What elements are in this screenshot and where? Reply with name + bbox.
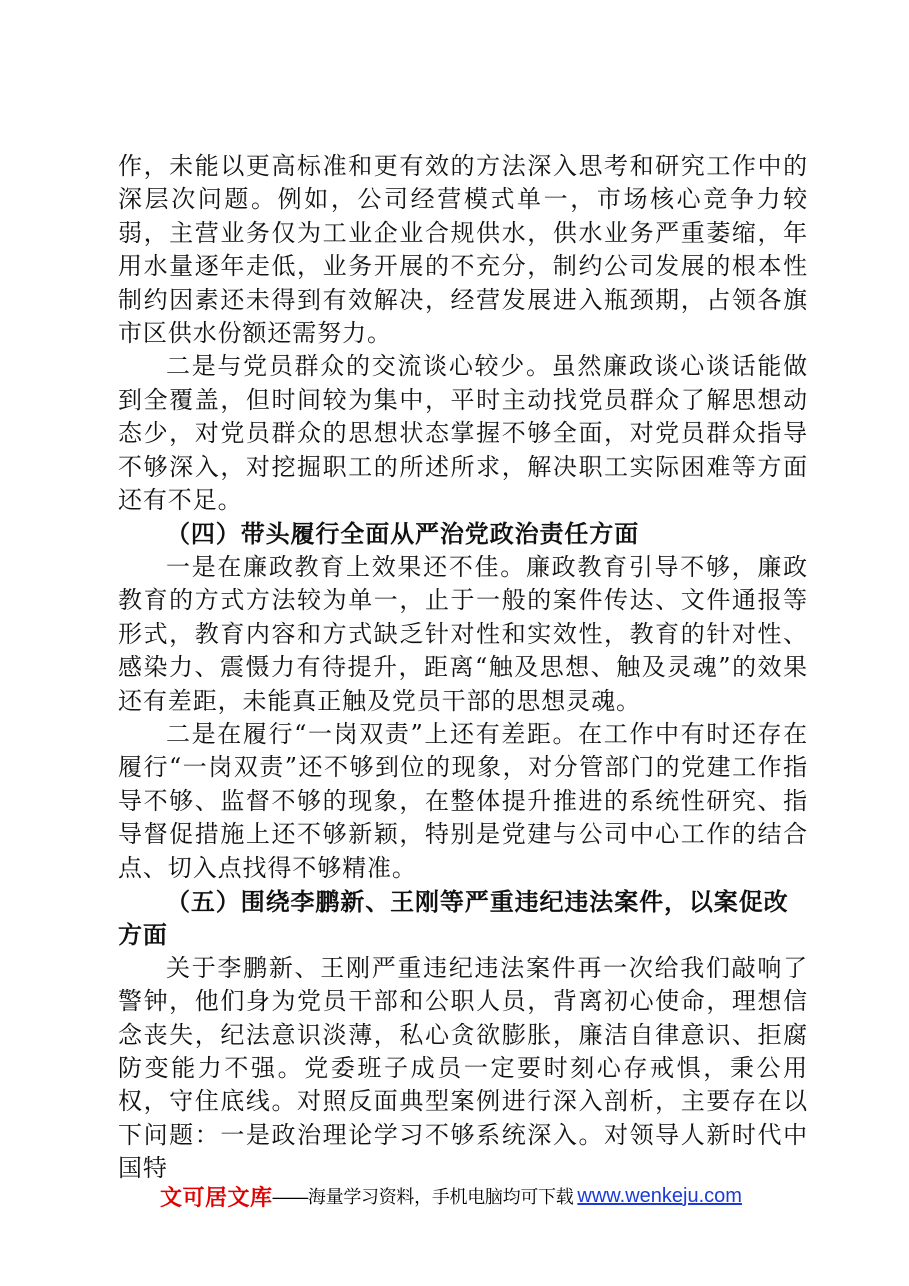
- paragraph-case-analysis: 关于李鹏新、王刚严重违纪违法案件再一次给我们敲响了警钟，他们身为党员干部和公职人员，背离初心使命，理想信念丧失，纪法意识淡薄，私心贪欲膨胀，廉洁自律意识、拒腐防变能力不强。党委班子成员一定要时刻心存戒惧，秉公用权，守住底线。对照反面典型案例进行深入剖析，主要存在以下问题：一是政治理论学习不够系统深入。对领导人新时代中国特: [118, 953, 808, 1183]
- paragraph-integrity-education: 一是在廉政教育上效果还不佳。廉政教育引导不够，廉政教育的方式方法较为单一，止于一般的案件传达、文件通报等形式，教育内容和方式缺乏针对性和实效性，教育的针对性、感染力、震慑力有待提升，距离“触及思想、触及灵魂”的效果还有差距，未能真正触及党员干部的思想灵魂。: [118, 552, 808, 715]
- footer-brand: 文可居文库: [160, 1184, 273, 1210]
- paragraph-communication: 二是与党员群众的交流谈心较少。虽然廉政谈心谈话能做到全覆盖，但时间较为集中，平时主动找党员群众了解思想动态少，对党员群众的思想状态掌握不够全面，对党员群众指导不够深入，对挖掘职工的所述所求，解决职工实际困难等方面还有不足。: [118, 352, 808, 515]
- document-body: [118, 150, 808, 1186]
- section-heading-five: （五）围绕李鹏新、王刚等严重违纪违法案件，以案促改方面: [118, 886, 789, 950]
- footer-tagline: ——海量学习资料，手机电脑均可下载: [272, 1187, 574, 1207]
- paragraph-intro-continuation: 作，未能以更高标准和更有效的方法深入思考和研究工作中的深层次问题。例如，公司经营模式单一，市场核心竞争力较弱，主营业务仅为工业企业合规供水，供水业务严重萎缩，年用水量逐年走低，业务开展的不充分，制约公司发展的根本性制约因素还未得到有效解决，经营发展进入瓶颈期，占领各旗市区供水份额还需努力。: [118, 152, 808, 348]
- footer-link[interactable]: www.wenkeju.com: [577, 1184, 742, 1207]
- footer-banner: [160, 1181, 780, 1211]
- section-heading-four: （四）带头履行全面从严治党政治责任方面: [166, 519, 640, 549]
- paragraph-dual-responsibility: 二是在履行“一岗双责”上还有差距。在工作中有时还存在履行“一岗双责”还不够到位的现象，对分管部门的党建工作指导不够、监督不够的现象，在整体提升推进的系统性研究、指导督促措施上还不够新颖，特别是党建与公司中心工作的结合点、切入点找得不够精准。: [118, 719, 808, 882]
